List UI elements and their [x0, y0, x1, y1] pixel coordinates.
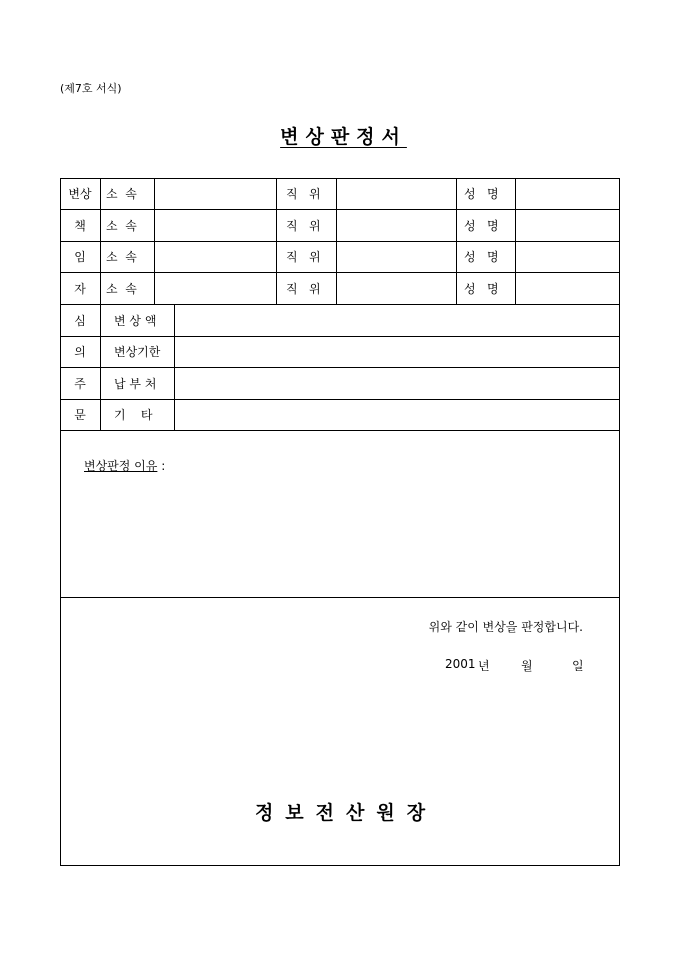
affiliation-label: 소 속 [106, 218, 137, 233]
name-value[interactable] [515, 178, 620, 209]
affiliation-value[interactable] [154, 178, 276, 209]
affiliation-value[interactable] [154, 241, 276, 272]
name-label: 성 명 [464, 250, 499, 264]
form-number: (제7호 서식) [60, 82, 122, 95]
position-value[interactable] [336, 209, 456, 241]
reason-input-area[interactable] [62, 478, 618, 594]
name-label: 성 명 [464, 187, 499, 201]
position-value[interactable] [336, 178, 456, 209]
position-label: 직 위 [286, 187, 321, 201]
affiliation-label: 소 속 [106, 281, 137, 296]
side-label: 의 [74, 345, 86, 359]
date-year-unit: 년 [478, 659, 490, 673]
payment-recipient-label: 납 부 처 [114, 376, 157, 391]
document-title [0, 122, 680, 149]
position-label: 직 위 [286, 281, 321, 296]
affiliation-value[interactable] [154, 272, 276, 304]
declaration-text: 위와 같이 변상을 판정합니다. [428, 620, 583, 634]
name-label: 성 명 [464, 218, 499, 233]
side-label: 변상 [68, 187, 92, 201]
compensation-deadline-value[interactable] [174, 336, 620, 367]
date-year: 2001 [445, 657, 476, 671]
affiliation-value[interactable] [154, 209, 276, 241]
side-label: 임 [74, 250, 86, 264]
payment-recipient-value[interactable] [174, 367, 620, 399]
side-label: 책 [74, 218, 86, 233]
other-value[interactable] [174, 399, 620, 430]
position-label: 직 위 [286, 250, 321, 264]
compensation-amount-value[interactable] [174, 304, 620, 336]
reason-label [84, 457, 165, 474]
date-month-unit: 월 [521, 659, 533, 673]
date-day-unit: 일 [572, 659, 584, 673]
side-label: 문 [74, 408, 86, 422]
name-label: 성 명 [464, 281, 499, 296]
position-value[interactable] [336, 241, 456, 272]
name-value[interactable] [515, 241, 620, 272]
name-value[interactable] [515, 209, 620, 241]
side-label: 자 [74, 281, 86, 296]
name-value[interactable] [515, 272, 620, 304]
compensation-deadline-label: 변상기한 [114, 345, 161, 359]
reason-label-colon: : [161, 459, 166, 473]
row-divider [60, 430, 620, 431]
affiliation-label: 소 속 [106, 250, 137, 264]
signature-authority: 정보전산원장 [254, 802, 438, 824]
section-divider [60, 597, 620, 598]
affiliation-label: 소 속 [106, 187, 137, 201]
compensation-amount-label: 변 상 액 [114, 313, 157, 328]
side-label: 심 [74, 313, 86, 328]
reason-label-text: 변상판정 이유 [84, 459, 158, 473]
side-label: 주 [74, 376, 86, 391]
title-text: 변상판정서 [280, 126, 407, 148]
other-label: 기 타 [114, 408, 153, 422]
position-value[interactable] [336, 272, 456, 304]
position-label: 직 위 [286, 218, 321, 233]
